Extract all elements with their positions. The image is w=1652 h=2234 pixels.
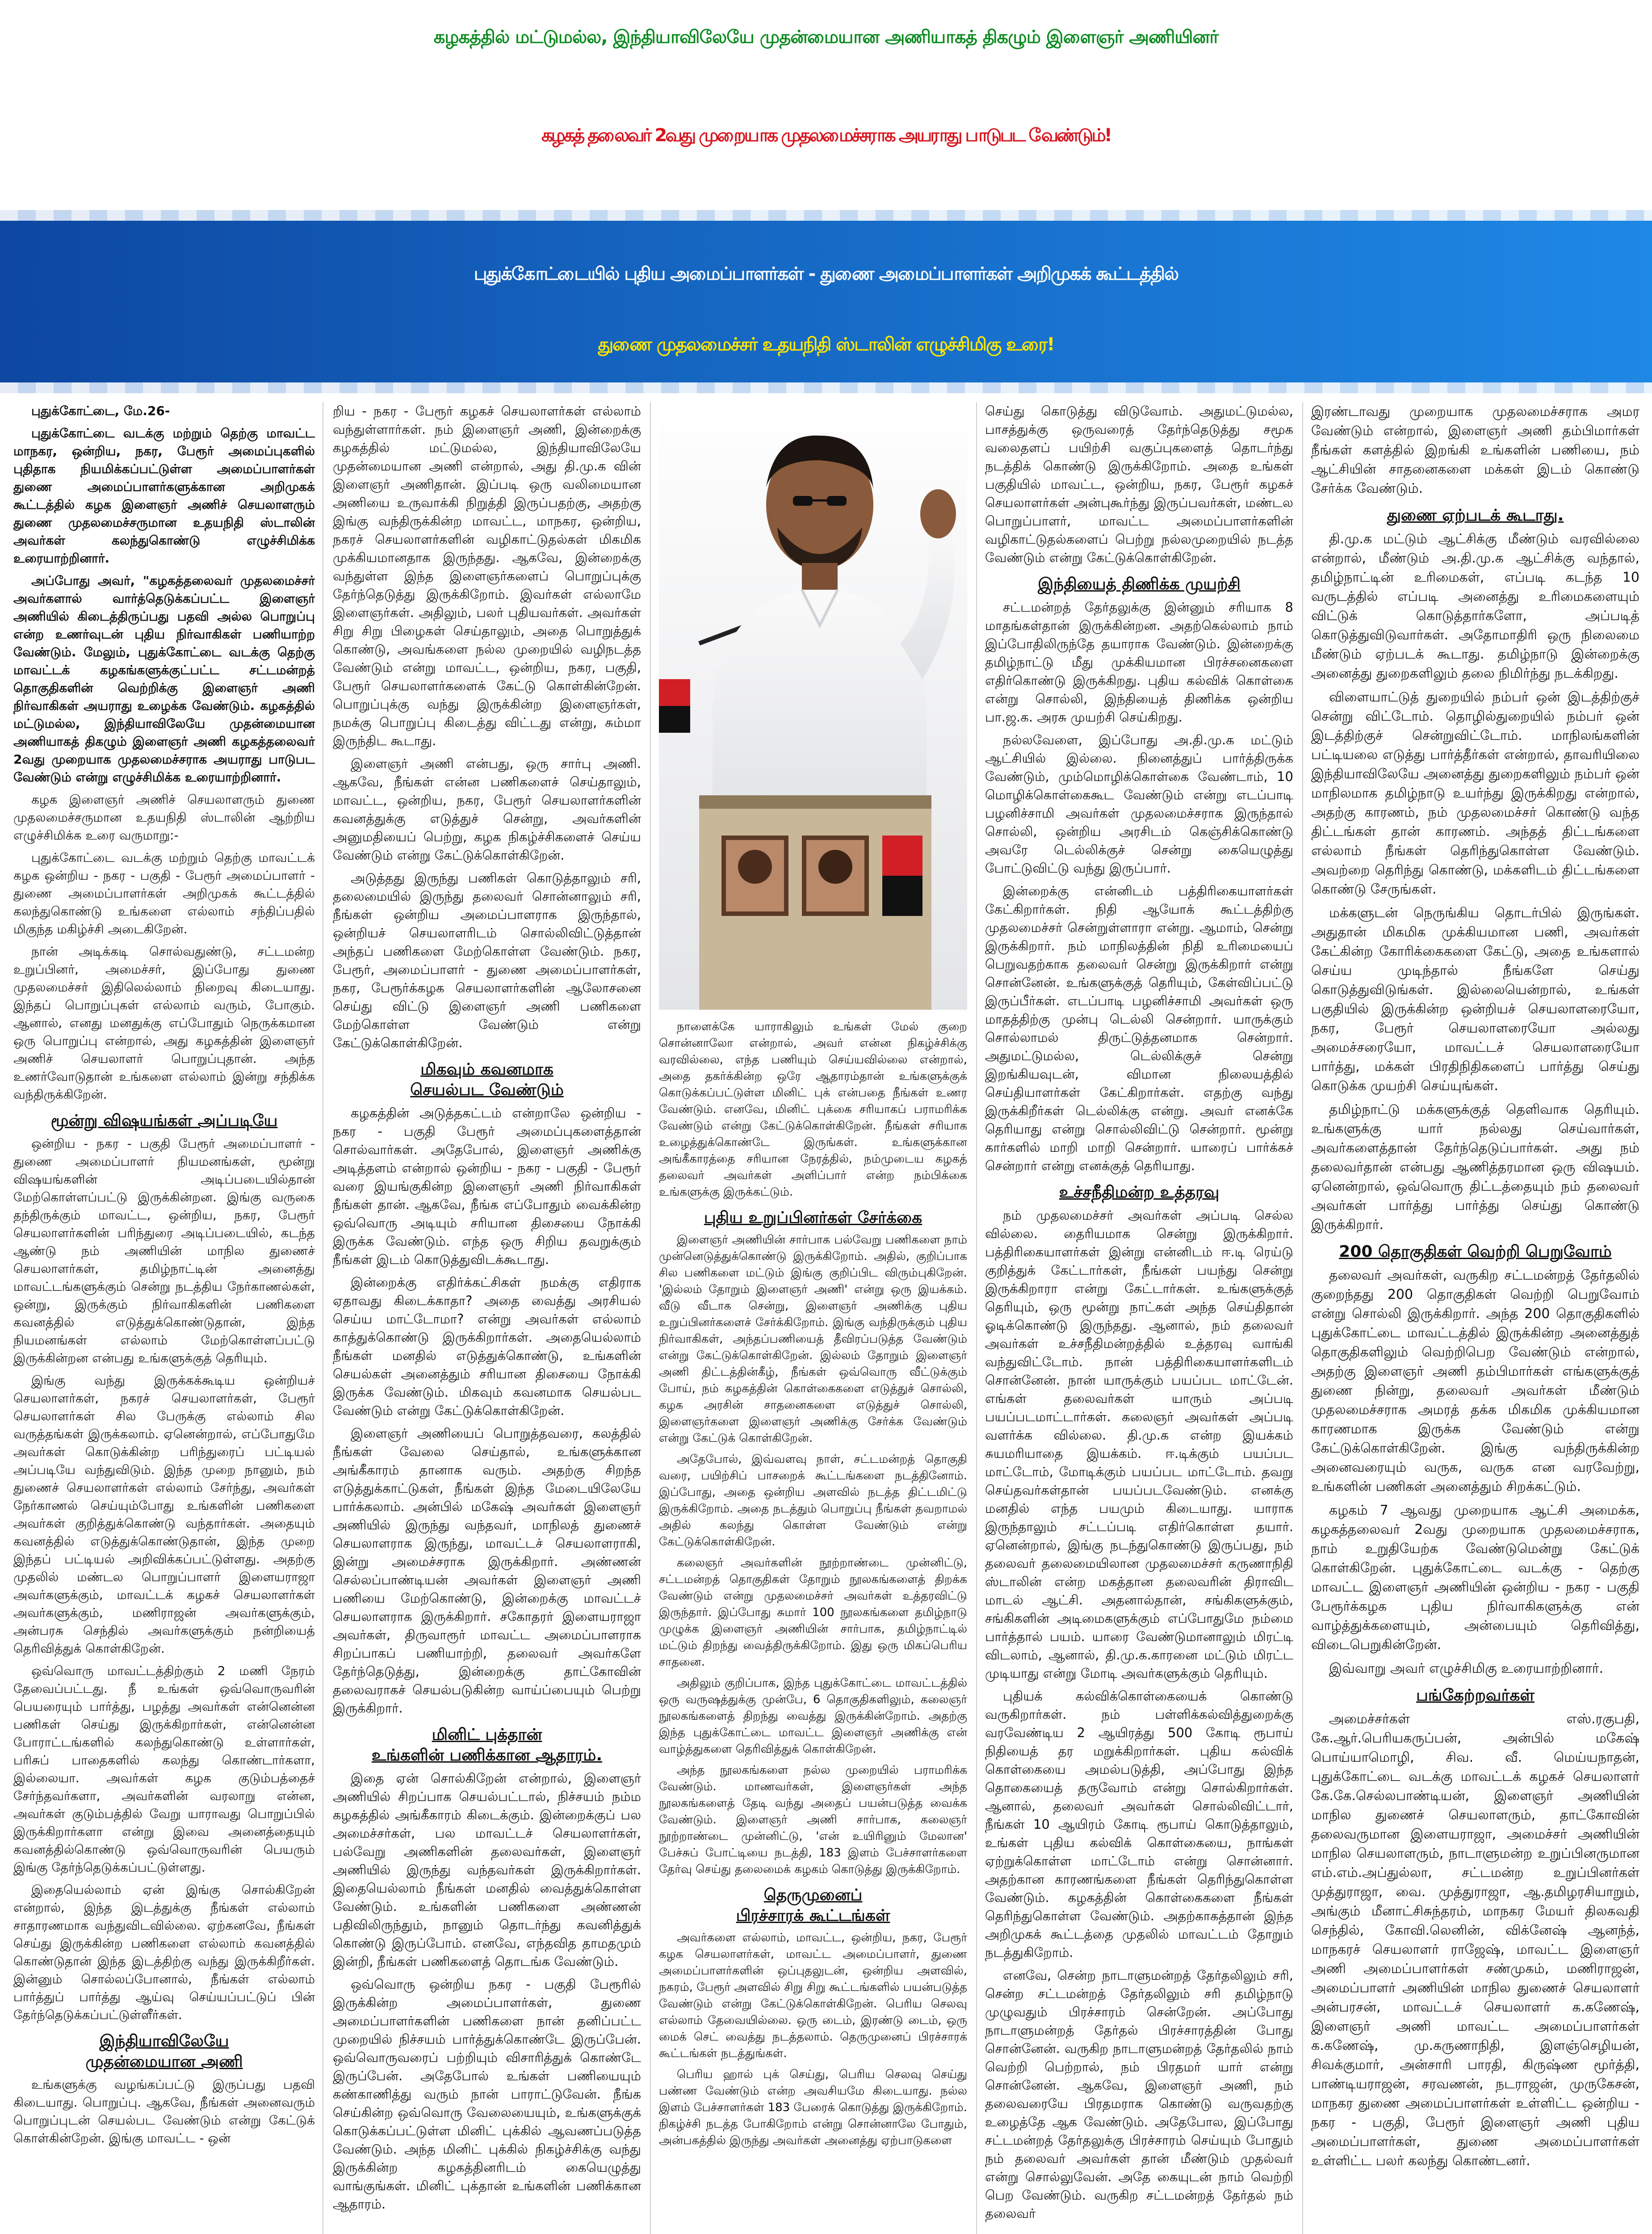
paragraph: கழகம் 7 ஆவது முறையாக ஆட்சி அமைக்க, கழகத்தலைவர் 2வது முறையாக முதலமைச்சராக, நாம் உறுதியேற்க வேண்டுமென்று கேட்டுக் கொள்கிறேன். புதுக்கோட்டை வடக்கு - தெற்கு மாவட்ட இளைஞர் அணியின் ஒன்றிய - நகர - பகுதி பேரூர்க்கழக புதிய நிர்வாகிகளுக்கு என் வாழ்த்துக்களையும், அன்பையும் தெரிவித்து, விடைபெறுகின்றேன். xyxy=(1311,1503,1639,1653)
paragraph: அதிலும் குறிப்பாக, இந்த புதுக்கோட்டை மாவட்டத்தில் ஒரு வருஷத்துக்கு முன்பே, 6 தொகுதிகளிலும், கலைஞர் நூலகங்களைத் திறந்து வைத்து இருக்கின்றோம். அதற்கு இந்த புதுக்கோட்டை மாவட்ட இளைஞர் அணிக்கு என் வாழ்த்துகளை தெரிவித்துக் கொள்கிறேன். xyxy=(659,1676,967,1756)
paragraph: எனவே, சென்ற நாடாளுமன்றத் தேர்தலிலும் சரி, சென்ற சட்டமன்றத் தேர்தலிலும் சரி தமிழ்நாடு முழுவதும் பிரச்சாரம் சென்றேன். அப்போது நாடாளுமன்றத் தேர்தல் பிரச்சாரத்தின் போது சொன்னேன். வருகிற நாடாளுமன்றத் தேர்தலில் நாம் வெற்றி பெற்றால், நம் பிரதமர் யார் என்று சொன்னேன். ஆகவே, இளைஞர் அணி, நம் தலைவரையே பிரதமராக கொண்டு வருவதற்கு உழைத்தே ஆக வேண்டும். அதேபோல, இப்போது சட்டமன்றத் தேர்தலுக்கு பிரச்சாரம் செய்யும் போதும் நம் தலைவர் அவர்கள் தான் மீண்டும் முதல்வர் என்று சொல்லுவேன். அதே கையுடன் நாம் வெற்றி பெற வேண்டும். வருகிற சட்டமன்றத் தேர்தல் நம் தலைவர் xyxy=(985,1968,1293,2221)
paragraph: இன்றைக்கு எதிர்க்கட்சிகள் நமக்கு எதிராக ஏதாவது கிடைக்காதா? அதை வைத்து அரசியல் செய்ய மாட்டோமா? என்று அவர்கள் எல்லாம் காத்துக்கொண்டு இருக்கிறார்கள். அதையெல்லாம் நீங்கள் மனதில் எடுத்துக்கொண்டு, உங்களின் செயல்கள் அனைத்தும் சரியான திசையை நோக்கி இருக்க வேண்டும். மிகவும் கவனமாக செயல்பட வேண்டும் என்று கேட்டுக்கொள்கிறேன். xyxy=(333,1275,641,1418)
paragraph: ஒன்றிய - நகர - பகுதி பேரூர் அமைப்பாளர் - துணை அமைப்பாளர் நியமனங்கள், மூன்று விஷயங்களின் அடிப்படையில்தான் மேற்கொள்ளப்பட்டு இருக்கின்றன. இங்கு வருகை தந்திருக்கும் மாவட்ட, ஒன்றிய, நகர, பேரூர் செயலாளர்களின் பரிந்துரை அடிப்படையில், கடந்த ஆண்டு நம் அணியின் மாநில துணைச் செயலாளர்கள், தமிழ்நாட்டின் அனைத்து மாவட்டங்களுக்கும் சென்று நடத்திய நேர்காணல்கள், ஒன்று, இருக்கும் நிர்வாகிகளின் பணிகளை கவனத்தில் எடுத்துக்கொண்டுதான், இந்த நியமனங்கள் எல்லாம் மேற்கொள்ளப்பட்டு இருக்கின்றன என்பது உங்களுக்குத் தெரியும். xyxy=(13,1136,315,1365)
paragraph: இளைஞர் அணியின் சார்பாக பல்வேறு பணிகளை நாம் முன்னெடுத்துக்கொண்டு இருக்கிறோம். அதில், குறிப்பாக சில பணிகளை மட்டும் இங்கு குறிப்பிட விரும்புகிறேன். 'இல்லம் தோறும் இளைஞர் அணி' என்று ஒரு இயக்கம். வீடு வீடாக சென்று, இளைஞர் அணிக்கு புதிய உறுப்பினர்களைச் சேர்க்கிறோம். இங்கு வந்திருக்கும் புதிய நிர்வாகிகள், அந்தப்பணியைத் தீவிரப்படுத்த வேண்டும் என்று கேட்டுக்கொள்கிறேன். இல்லம் தோறும் இளைஞர் அணி திட்டத்தின்கீழ், நீங்கள் ஒவ்வொரு வீட்டுக்கும் போய், நம் கழகத்தின் கொள்கைகளை எடுத்துச் சொல்லி, கழக அரசின் சாதனைகளை எடுத்துச் சொல்லி, இளைஞர்களை இளைஞர் அணிக்கு சேர்க்க வேண்டும் என்று கேட்டுக் கொள்கிறேன். xyxy=(659,1233,967,1445)
paragraph: ஒவ்வொரு மாவட்டத்திற்கும் 2 மணி நேரம் தேவைப்பட்டது. நீ உங்கள் ஒவ்வொருவரின் பெயரையும் பார்த்து, பழத்து அவர்கள் என்னென்ன பணிகள் செய்து இருக்கிறார்கள், என்னென்ன போராட்டங்களில் கலந்துகொண்டு உள்ளார்கள், பரிசுப் பாதைகளில் கலந்து கொண்டார்களா, இல்லையா. அவர்கள் கழக குடும்பத்தைச் சேர்ந்தவர்களா, அவர்களின் வரலாறு என்ன, அவர்கள் குடும்பத்தில் வேறு யாராவது பொறுப்பில் இருக்கிறார்களா என்று இவை அனைத்தையும் கவனத்தில்கொண்டு ஒவ்வொருவரின் பெயரும் இங்கு தேர்ந்தெடுக்கப்பட்டுள்ளது. xyxy=(13,1663,315,1875)
paragraph: இரண்டாவது முறையாக முதலமைச்சராக அமர வேண்டும் என்றால், இளைஞர் அணி தம்பிமார்கள் நீங்கள் களத்தில் இறங்கி உங்களின் பணியை, நம் ஆட்சியின் சாதனைகளை மக்கள் இடம் கொண்டு சேர்க்க வேண்டும். xyxy=(1311,404,1639,496)
article-column-4 xyxy=(985,402,1293,2234)
lead-paragraph: புதுக்கோட்டை வடக்கு மற்றும் தெற்கு மாவட்ட மாநகர, ஒன்றிய, நகர, பேரூர் அமைப்புகளில் புதிதாக நியமிக்கப்பட்டுள்ள அமைப்பாளர்கள் துணை அமைப்பாளர்களுக்கான அறிமுகக் கூட்டத்தில் கழக இளைஞர் அணிச் செயலாளரும் துணை முதலமைச்சருமான உதயநிதி ஸ்டாலின் அவர்கள் கலந்துகொண்டு எழுச்சிமிக்க உரையாற்றினார். xyxy=(13,426,315,566)
subheading-line: தெருமுனைப் xyxy=(763,1886,863,1904)
paragraph: கழகத்தின் அடுத்தகட்டம் என்றாலே ஒன்றிய - நகர - பகுதி பேரூர் அமைப்புகளைத்தான் சொல்வார்கள். அதேபோல், இளைஞர் அணிக்கு அடித்தளம் என்றால் ஒன்றிய - நகர - பகுதி - பேரூர் வரை இயங்குகின்ற இளைஞர் அணி நிர்வாகிகள் நீங்கள் தான். ஆகவே, நீங்க எப்போதும் வைக்கின்ற ஒவ்வொரு அடியும் சரியான திசையை நோக்கி இருக்க வேண்டும். எந்த ஒரு சிறிய தவறுக்கும் நீங்கள் இடம் கொடுத்துவிடக்கூடாது. xyxy=(333,1105,641,1267)
paragraph: தி.மு.க மட்டும் ஆட்சிக்கு மீண்டும் வரவில்லை என்றால், மீண்டும் அ.தி.மு.க ஆட்சிக்கு வந்தால், தமிழ்நாட்டின் உரிமைகள், எப்படி கடந்த 10 வருடத்தில் எப்படி அனைத்து உரிமைகளையும் விட்டுக் கொடுத்தார்களோ, அப்படித் கொடுத்துவிடுவார்கள். அதோமாதிரி ஒரு நிலைமை மீண்டும் ஏற்படக் கூடாது. தமிழ்நாடு இன்றைக்கு அனைத்து துறைகளிலும் தலை நிமிர்ந்து நடக்கிறது. xyxy=(1311,531,1639,681)
main-headline: கழகத் தலைவர் 2வது முறையாக முதலமைச்சராக அயராது பாடுபட வேண்டும்! xyxy=(541,125,1111,146)
article-column-2 xyxy=(333,402,641,2234)
subheading xyxy=(333,1725,641,1766)
paragraph: நான் அடிக்கடி சொல்வதுண்டு, சட்டமன்ற உறுப்பினர், அமைச்சர், இப்போது துணை முதலமைச்சர் இதிலெல்லாம் நிறைவு கிடையாது. இந்தப் பொறுப்புகள் எல்லாம் வரும், போகும். ஆனால், எனது மனதுக்கு எப்போதும் நெருக்கமான ஒரு பொறுப்பு என்றால், அது கழகத்தின் இளைஞர் அணிச் செயலாளர் பொறுப்புதான். அந்த உணர்வோடுதான் உங்களை எல்லாம் இன்று சந்திக்க வந்திருக்கிறேன். xyxy=(13,944,315,1102)
paragraph: இவ்வாறு அவர் எழுச்சிமிகு உரையாற்றினார். xyxy=(1329,1661,1603,1676)
paragraph: புதியக் கல்விக்கொள்கையைக் கொண்டு வருகிறார்கள். நம் பள்ளிக்கல்வித்துறைக்கு வரவேண்டிய 2 ஆயிரத்து 500 கோடி ரூபாய் நிதியைத் தர மறுக்கிறார்கள். புதிய கல்விக் கொள்கையை அமல்படுத்தி, அப்போது இந்த தொகையைத் தருவோம் என்று சொல்கிறார்கள். ஆனால், தலைவர் அவர்கள் சொல்லிவிட்டார், நீங்கள் 10 ஆயிரம் கோடி ரூபாய் கொடுத்தாலும், உங்கள் புதிய கல்விக் கொள்கையை, நாங்கள் ஏற்றுக்கொள்ள மாட்டோம் என்று சொன்னார். அதற்கான காரணங்களை நீங்கள் தெரிந்துகொள்ள வேண்டும். கழகத்தின் கொள்கைகளை நீங்கள் தெரிந்துகொள்ள வேண்டும். அதற்காகத்தான் இந்த அறிமுகக் கூட்டத்தை முதலில் மாவட்டம் தோறும் நடத்துகிறோம். xyxy=(985,1688,1293,1960)
subheading: துணை ஏற்படக் கூடாது. xyxy=(1387,506,1564,525)
column-rule xyxy=(1302,402,1303,2234)
subheading-line: உங்களின் பணிக்கான ஆதாரம். xyxy=(371,1746,603,1764)
paragraph: இங்கு வந்து இருக்கக்கூடிய ஒன்றியச் செயலாளர்கள், நகரச் செயலாளர்கள், பேரூர் செயலாளர்கள் சில பேருக்கு எல்லாம் சில வருத்தங்கள் இருக்கலாம். ஏனென்றால், எப்போதுமே அவர்கள் கொடுக்கின்ற பரிந்துரைப் பட்டியல் அப்படியே வந்துவிடும். இந்த முறை நானும், நம் துணைச் செயலாளர்கள் எல்லாம் சேர்ந்து, அவர்கள் நேர்காணல் செய்யும்போது உங்களின் பணிகளை அவர்கள் குறித்துக்கொண்டு வந்தார்கள். அதையும் கவனத்தில் எடுத்துக்கொண்டுதான், இந்த முறை இந்தப் பட்டியல் அறிவிக்கப்பட்டுள்ளது. அதற்கு முதலில் மண்டல பொறுப்பாளர் இளையராஜா அவர்களுக்கும், மாவட்டக் கழகச் செயலாளர்கள் அவர்களுக்கும், மணிராஜன் அவர்களுக்கும், அன்பரசு செந்தில் அவர்களுக்கும் நன்றியைத் தெரிவித்துக் கொள்கிறேன். xyxy=(13,1373,315,1656)
paragraph: அந்த நூலகங்களை நல்ல முறையில் பராமரிக்க வேண்டும். மாணவர்கள், இளைஞர்கள் அந்த நூலகங்களைத் தேடி வந்து அதைப் பயன்படுத்த வைக்க வேண்டும். இளைஞர் அணி சார்பாக, கலைஞர் நூற்றாண்டை முன்னிட்டு, 'என் உயிரினும் மேலான' பேச்சுப் போட்டியை நடத்தி, 183 இளம் பேச்சாளர்களை தேர்வு செய்து தலைமைக் கழகம் கொடுத்து இருக்கிறோம். xyxy=(659,1764,967,1876)
paragraph: அமைச்சர்கள் எஸ்.ரகுபதி, கே.ஆர்.பெரியகருப்பன், அன்பில் மகேஷ் பொய்யாமொழி, சிவ. வீ. மெய்யநாதன், புதுக்கோட்டை வடக்கு மாவட்டக் கழகச் செயலாளர் கே.கே.செல்லபாண்டியன், இளைஞர் அணியின் மாநில துணைச் செயலாளரும், தாட்கோவின் தலைவருமான இளையராஜா, அமைச்சர் அணியின் மாநில செயலாளரும், நாடாளுமன்ற உறுப்பினருமான எம்.எம்.அப்துல்லா, சட்டமன்ற உறுப்பினர்கள் முத்துராஜா, வை. முத்துராஜா, ஆ.தமிழரசியாறும், அங்கும் மீனாட்சிசுந்தரம், மாநகர மேயர் திலகவதி செந்தில், கோவி.லெனின், விக்னேஷ் ஆனந்த், மாநகரச் செயலாளர் ராஜேஷ், மாவட்ட இளைஞர் அணி அமைப்பாளர்கள் சண்முகம், மணிராஜன், அமைப்பாளர் அணியின் மாநில துணைச் செயலாளர் அன்பரசன், மாவட்டச் செயலாளர் க.கணேஷ், இளைஞர் அணி மாவட்ட அமைப்பாளர்கள் க.கணேஷ், மு.கருணாநிதி, இளஞ்செழியன், சிவக்குமார், அன்சாரி பாரதி, கிருஷ்ண மூர்த்தி, பாண்டியராஜன், சரவணன், நடராஜன், முருகேசன், மாநகர துணை அமைப்பாளர்கள் உள்ளிட்ட ஒன்றிய - நகர - பகுதி, பேரூர் இளைஞர் அணி புதிய அமைப்பாளர்கள், துணை அமைப்பாளர்கள் உள்ளிட்ட பலர் கலந்து கொண்டனர். xyxy=(1311,1711,1639,2169)
paragraph: இளைஞர் அணி என்பது, ஒரு சார்பு அணி. ஆகவே, நீங்கள் என்ன பணிகளைச் செய்தாலும், மாவட்ட, ஒன்றிய, நகர, பேரூர் செயலாளர்களின் கவனத்துக்கு எடுத்துச் சென்று, அவர்களின் அனுமதியைப் பெற்று, கழக நிகழ்ச்சிகளைச் செய்ய வேண்டும் என்று கேட்டுக்கொள்கிறேன். xyxy=(333,756,641,863)
subheading xyxy=(659,1885,967,1926)
subheading-line: இந்தியாவிலேயே xyxy=(99,2032,229,2050)
subheading: உச்சநீதிமன்ற உத்தரவு xyxy=(1059,1183,1220,1201)
dateline: புதுக்கோட்டை, மே.26- xyxy=(31,403,170,418)
banner-line-2: துணை முதலமைச்சர் உதயநிதி ஸ்டாலின் எழுச்சிமிகு உரை! xyxy=(598,334,1054,355)
subheading-line: மிகவும் கவனமாக xyxy=(420,1060,553,1079)
subheading: மூன்று விஷயங்கள் அப்படியே xyxy=(50,1112,278,1130)
paragraph: அதேபோல், இவ்வளவு நாள், சட்டமன்றத் தொகுதி வரை, பயிற்சிப் பாசறைக் கூட்டங்களை நடத்தினோம். இப்போது, அதை ஒன்றிய அளவில் நடத்த திட்டமிட்டு இருக்கிறோம். அதை நடத்தும் பொறுப்பு நீங்கள் தவறாமல் அதில் கலந்து கொள்ள வேண்டும் என்று கேட்டுக்கொள்கிறேன். xyxy=(659,1453,967,1549)
article-column-5 xyxy=(1311,402,1639,2234)
subheading: இந்தியைத் திணிக்க முயற்சி xyxy=(1038,575,1241,593)
column-rule xyxy=(650,402,651,2234)
subheading-line: செயல்பட வேண்டும் xyxy=(410,1081,564,1099)
paragraph: பெரிய ஹால் புக் செய்து, பெரிய செலவு செய்து பண்ண வேண்டும் என்ற அவசியமே கிடையாது. நல்ல இளம் பேச்சாளர்கள் 183 பேரைக் கொடுத்து இருக்கிறோம். நிகழ்ச்சி நடத்த போகிறோம் என்று சொன்னாலே போதும், அன்பகத்தில் இருந்து அவர்கள் அனைத்து ஏற்பாடுகளை xyxy=(659,2068,967,2147)
paragraph: விளையாட்டுத் துறையில் நம்பர் ஒன் இடத்திற்குச் சென்று விட்டோம். தொழில்துறையில் நம்பர் ஒன் இடத்திற்குச் சென்றுவிட்டோம். மாநிலங்களின் பட்டியலை எடுத்து பார்த்தீர்கள் என்றால், தாவரியிலை இந்தியாவிலேயே அனைத்து துறைகளிலும் நம்பர் ஒன் மாநிலமாக தமிழ்நாடு உயர்ந்து இருக்கிறது என்றால், அதற்கு காரணம், நம் முதலமைச்சர் கொண்டு வந்த திட்டங்கள் தான் காரணம். அந்தத் திட்டங்களை எல்லாம் நீங்கள் தெரிந்துகொள்ள வேண்டும். அவற்றை தெரிந்து கொண்டு, மக்களிடம் திட்டங்களை கொண்டு சேருங்கள். xyxy=(1311,689,1639,897)
subheading: பங்கேற்றவர்கள் xyxy=(1416,1686,1535,1705)
subheading: புதிய உறுப்பினர்கள் சேர்க்கை xyxy=(704,1209,922,1227)
paragraph: நாளைக்கே யாராகிலும் உங்கள் மேல் குறை சொன்னாலோ என்றால், அவர் என்ன நிகழ்ச்சிக்கு வரவில்லை, எந்த பணியும் செய்யவில்லை என்றால், அதை தகர்க்கின்ற ஒரே ஆதாரம்தான் உங்களுக்குக் கொடுக்கப்பட்டுள்ள மினிட் புக் என்பதை நீங்கள் உணர வேண்டும். எனவே, மினிட் புக்கை சரியாகப் பராமரிக்க வேண்டும் என்று கேட்டுக்கொள்கிறேன். நீங்கள் சரியாக உழைத்துக்கொண்டே இருங்கள். உங்களுக்கான அங்கீகாரத்தை சரியான நேரத்தில், நம்முடைய கழகத் தலைவர் அவர்கள் அளிப்பார் என்ற நம்பிக்கை உங்களுக்கு இருக்கட்டும். xyxy=(659,1020,967,1199)
paragraph: சட்டமன்றத் தேர்தலுக்கு இன்னும் சரியாக 8 மாதங்கள்தான் இருக்கின்றன. அதற்கெல்லாம் நாம் இப்போதிலிருந்தே தயாராக வேண்டும். இன்றைக்கு தமிழ்நாட்டு மீது முக்கியமான பிரச்சனைகளை எதிர்கொண்டு இருக்கிறது. புதிய கல்விக் கொள்கை என்று சொல்லி, இந்தியைத் திணிக்க ஒன்றிய பா.ஜ.க. அரசு முயற்சி செய்கிறது. xyxy=(985,600,1293,725)
deck-banner xyxy=(0,210,1652,393)
banner-border-bottom xyxy=(0,382,1652,393)
paragraph: கலைஞர் அவர்களின் நூற்றாண்டை முன்னிட்டு, சட்டமன்றத் தொகுதிகள் தோறும் நூலகங்களைத் திறக்க வேண்டும் என்று முதலமைச்சர் அவர்கள் உத்தரவிட்டு இருந்தார். இப்போது சுமார் 100 நூலகங்களை தமிழ்நாடு முழுக்க இளைஞர் அணியின் சார்பாக, தமிழ்நாட்டில் மட்டும் திறந்து வைத்திருக்கிறோம். இது ஒரு மிகப்பெரிய சாதனை. xyxy=(659,1556,967,1669)
paragraph: உங்களுக்கு வழங்கப்பட்டு இருப்பது பதவி கிடையாது. பொறுப்பு. ஆகவே, நீங்கள் அனைவரும் பொறுப்புடன் செயல்பட வேண்டும் என்று கேட்டுக் கொள்கின்றேன். இங்கு மாவட்ட - ஒன் xyxy=(13,2077,315,2146)
paragraph: புதுக்கோட்டை வடக்கு மற்றும் தெற்கு மாவட்டக் கழக ஒன்றிய - நகர - பகுதி - பேரூர் அமைப்பாளர் - துணை அமைப்பாளர்கள் அறிமுகக் கூட்டத்தில் கலந்துகொண்டு உங்களை எல்லாம் சந்திப்பதில் மிகுந்த மகிழ்ச்சி அடைகிறேன். xyxy=(13,850,315,936)
subheading xyxy=(333,1059,641,1100)
paragraph: நல்லவேளை, இப்போது அ.தி.மு.க மட்டும் ஆட்சியில் இல்லை. நினைத்துப் பார்த்திருக்க வேண்டும், மும்மொழிக்கொள்கை வேண்டாம், 10 மொழிக்கொள்கைகூட வேண்டும் என்று எடப்பாடி பழனிச்சாமி அவர்கள் முதலமைச்சராக இருந்தால் சொல்லி, ஒன்றிய அரசிடம் கெஞ்சிக்கொண்டு அவரே டெல்லிக்குச் சென்று கையெழுத்து போட்டுவிட்டு வந்து இருப்பார். xyxy=(985,732,1293,876)
paragraph: அப்போது அவர், "கழகத்தலைவர் முதலமைச்சர் அவர்களால் வார்த்தெடுக்கப்பட்ட இளைஞர் அணியில் கிடைத்திருப்பது பதவி அல்ல பொறுப்பு என்ற உணர்வுடன் புதிய நிர்வாகிகள் பணியாற்ற வேண்டும். மேலும், புதுக்கோட்டை வடக்கு தெற்கு மாவட்டக் கழகங்களுக்குட்பட்ட சட்டமன்றத் தொகுதிகளின் வெற்றிக்கு இளைஞர் அணி நிர்வாகிகள் அயராது உழைக்க வேண்டும். கழகத்தில் மட்டுமல்ல, இந்தியாவிலேயே முதன்மையான அணியாகத் திகழும் இளைஞர் அணி கழகத்தலைவர் 2வது முறையாக முதலமைச்சராக அயராது பாடுபட வேண்டும் என்று எழுச்சிமிக்க உரையாற்றினார். xyxy=(13,573,315,785)
paragraph: றிய - நகர - பேரூர் கழகச் செயலாளர்கள் எல்லாம் வந்துள்ளார்கள். நம் இளைஞர் அணி, இன்றைக்கு கழகத்தில் மட்டுமல்ல, இந்தியாவிலேயே முதன்மையான அணி என்றால், அது தி.மு.க வின் இளைஞர் அணிதான். இப்படி ஒரு வலிமையான அணியை உருவாக்கி நிறுத்தி இருப்பதற்கு, அதற்கு இங்கு வந்திருக்கின்ற மாவட்ட, மாநகர, ஒன்றிய, நகரச் செயலாளர்களின் வழிகாட்டுதல்கள் மிகமிக முக்கியமானதாக இருந்தது. ஆகவே, இன்றைக்கு வந்துள்ள இந்த இளைஞர்களைப் பொறுப்புக்கு தேர்ந்தெடுத்து இருக்கிறோம். இவர்கள் எல்லாமே இளைஞர்கள். அதிலும், பலர் புதியவர்கள். அவர்கள் சிறு சிறு பிழைகள் செய்தாலும், அதை பொறுத்துக் கொண்டு, அவங்களை நல்ல முறையில் வழிநடத்த வேண்டும் என்று மாவட்ட, ஒன்றிய, நகர, பகுதி, பேரூர் செயலாளர்களைக் கேட்டு கொள்கின்றேன். பொறுப்புக்கு வந்து இருக்கின்ற இளைஞர்கள், நமக்கு பொறுப்பு கிடைத்து விட்டது என்று, சும்மா இருந்திட கூடாது. xyxy=(333,403,641,748)
paragraph: இதை ஏன் சொல்கிறேன் என்றால், இளைஞர் அணியில் சிறப்பாக செயல்பட்டால், நிச்சயம் நம்ம கழகத்தில் அங்கீகாரம் கிடைக்கும். இன்றைக்குப் பல அமைச்சர்கள், பல மாவட்டச் செயலாளர்கள், பல்வேறு அணிகளின் தலைவர்கள், இளைஞர் அணியில் இருந்து வந்தவர்கள் இருக்கிறார்கள். இதையெல்லாம் நீங்கள் மனதில் வைத்துக்கொள்ள வேண்டும். உங்களின் பணிகளை அண்ணன் பதிவிலிருந்தும், நானும் தொடர்ந்து கவனித்துக் கொண்டு இருப்போம். எனவே, எந்தவித தாமதமும் இன்றி, நீங்கள் பணிகளைத் தொடங்க வேண்டும். xyxy=(333,1771,641,1969)
paragraph: தலைவர் அவர்கள், வருகிற சட்டமன்றத் தேர்தலில் குறைந்தது 200 தொகுதிகள் வெற்றி பெறுவோம் என்று சொல்லி இருக்கிறார். அந்த 200 தொகுதிகளில் புதுக்கோட்டை மாவட்டத்தில் இருக்கின்ற அனைத்துத் தொகுதிகளிலும் வெற்றிபெற வேண்டும் என்றால், அதற்கு இளைஞர் அணி தம்பிமார்கள் எங்களுக்குத் துணை நின்று, தலைவர் அவர்கள் மீண்டும் முதலமைச்சராக அமரத் தக்க மிகமிக முக்கியமான காரணமாக இருக்க வேண்டும் என்று கேட்டுக்கொள்கிறேன். இங்கு வந்திருக்கின்ற அனைவரையும் வருக, வருக என வரவேற்று, உங்களின் பணிகள் அனைத்தும் சிறக்கட்டும். xyxy=(1311,1268,1639,1495)
paragraph: தமிழ்நாட்டு மக்களுக்குத் தெளிவாக தெரியும். உங்களுக்கு யார் நல்லது செய்வார்கள், அவர்களைத்தான் தேர்ந்தெடுப்பார்கள். அது நம் தலைவர்தான் என்பது ஆணித்தரமான ஒரு விஷயம். ஏனென்றால், ஒவ்வொரு திட்டத்தையும் நம் தலைவர் அவர்கள் பார்த்து பார்த்து செய்து கொண்டு இருக்கிறார். xyxy=(1311,1102,1639,1233)
subheading-line: மினிட் புக்தான் xyxy=(432,1726,542,1744)
paragraph: இதையெல்லாம் ஏன் இங்கு சொல்கிறேன் என்றால், இந்த இடத்துக்கு நீங்கள் எல்லாம் சாதாரணமாக வந்துவிடவில்லை. ஏற்கனவே, நீங்கள் செய்து இருக்கின்ற பணிகளை எல்லாம் கவனத்தில் கொண்டுதான் இந்த இடத்திற்கு வந்து இருக்கிறீர்கள். இன்னும் சொல்லப்போனால், நீங்கள் எல்லாம் பார்த்துப் பார்த்து ஆய்வு செய்யப்பட்டுப் பின் தேர்ந்தெடுக்கப்பட்டுள்ளீர்கள். xyxy=(13,1882,315,2022)
subheading: 200 தொகுதிகள் வெற்றி பெறுவோம் xyxy=(1339,1243,1612,1261)
paragraph: இளைஞர் அணியைப் பொறுத்தவரை, கலத்தில் நீங்கள் வேலை செய்தால், உங்களுக்கான அங்கீகாரம் தானாக வரும். அதற்கு சிறந்த எடுத்துக்காட்டுகள், நீங்கள் இந்த மேடையிலேயே பார்க்கலாம். அன்பில் மகேஷ் அவர்கள் இளைஞர் அணியில் இருந்து வந்தவர், மாநிலத் துணைச் செயலாளராக இருந்து, மாவட்டச் செயலாளராகி, இன்று அமைச்சராக இருக்கிறார். அண்ணன் செல்லப்பாண்டியன் அவர்கள் இளைஞர் அணி பணியை மேற்கொண்டு, இன்றைக்கு மாவட்டச் செயலாளராக இருக்கிறார். சகோதரர் இளையராஜா அவர்கள், திருவாரூர் மாவட்ட அமைப்பாளராக சிறப்பாகப் பணியாற்றி, தலைவர் அவர்களே தேர்ந்தெடுத்து, இன்றைக்கு தாட்கோவின் தலைவராகச் செயல்படுகின்ற வாய்ப்பையும் பெற்று இருக்கிறார். xyxy=(333,1426,641,1716)
paragraph: மக்களுடன் நெருங்கிய தொடர்பில் இருங்கள். அதுதான் மிகமிக முக்கியமான பணி, அவர்கள் கேட்கின்ற கோரிக்கைகளை கேட்டு, அதை உங்களால் செய்ய முடிந்தால் நீங்களே செய்து கொடுத்துவிடுங்கள். இல்லையென்றால், உங்கள் பகுதியில் இருக்கின்ற ஒன்றியச் செயலாளரையோ, நகர, பேரூர் செயலாளரையோ அல்லது அமைச்சரையோ, மாவட்டச் செயலாளரையோ பார்த்து, மக்கள் பிரதிநிதிகளைப் பார்த்து செய்து கொடுக்க முயற்சி செய்யுங்கள். xyxy=(1311,905,1639,1094)
paragraph: ஒவ்வொரு ஒன்றிய நகர - பகுதி பேரூரில் இருக்கின்ற அமைப்பாளர்கள், துணை அமைப்பாளர்களின் பணிகளை நான் தனிப்பட்ட முறையில் நிச்சயம் பார்த்துக்கொண்டே இருப்பேன். ஒவ்வொருவரைப் பற்றியும் விசாரித்துக் கொண்டே இருப்பேன். அதேபோல் உங்கள் பணியையும் கண்காணித்து வரும் நான் பாராட்டுவேன். நீங்க செய்கின்ற ஒவ்வொரு வேலையையும், உங்களுக்குக் கொடுக்கப்பட்டுள்ள மினிட் புக்கில் ஆவணப்படுத்த வேண்டும். அந்த மினிட் புக்கில் நிகழ்ச்சிக்கு வந்து இருக்கின்ற கழகத்தினரிடம் கையெழுத்து வாங்குங்கள். மினிட் புக்தான் உங்களின் பணிக்கான ஆதாரம். xyxy=(333,1977,641,2212)
banner-border-top xyxy=(0,210,1652,221)
paragraph: நம் முதலமைச்சர் அவர்கள் அப்படி செல்ல வில்லை. தைரியமாக சென்று இருக்கிறார். பத்திரிகையாளர்கள் இன்று என்னிடம் ஈ.டி ரெய்டு குறித்துக் கேட்டார்கள், நீங்கள் பயந்து சென்று இருக்கிறாரா என்று கேட்டார்கள். உங்களுக்குத் தெரியும், ஒரு மூன்று நாட்கள் அந்த செய்திதான் ஓடிக்கொண்டு இருந்தது. ஆனால், நம் தலைவர் அவர்கள் உச்சநீதிமன்றத்தில் உத்தரவு வாங்கி வந்துவிட்டோம். நான் பத்திரிகையாளர்களிடம் சொன்னேன். நான் யாருக்கும் பயப்பட மாட்டேன். எங்கள் தலைவர்கள் யாரும் அப்படி பயப்படமாட்டார்கள். கலைஞர் அவர்கள் அப்படி வளர்க்க வில்லை. தி.மு.க என்ற இயக்கம் சுயமரியாதை இயக்கம். ஈ.டிக்கும் பயப்பட மாட்டோம், மோடிக்கும் பயப்பட மாட்டோம். தவறு செய்தவர்கள்தான் பயப்படவேண்டும். எனக்கு மனதில் எந்த பயமும் கிடையாது. யாராக இருந்தாலும் சட்டப்படி எதிர்கொள்ள தயார். ஏனென்றால், இங்கு நடந்துகொண்டு இருப்பது, நம் தலைவர் தலைமையிலான முதலமைச்சர் கருணாநிதி ஸ்டாலின் என்ற மகத்தான தலைவரின் திராவிட மாடல் ஆட்சி. அதனால்தான், சங்கிகளுக்கும், சங்கிகளின் அடிமைகளுக்கும் எப்போதுமே நம்மை பார்த்தால் பயம். யாரை வேண்டுமானாலும் மிரட்டி விடலாம், ஆனால், தி.மு.க.காரனை மட்டும் மிரட்ட முடியாது என்று மோடி அவர்களுக்கும் தெரியும். xyxy=(985,1208,1293,1681)
paragraph: செய்து கொடுத்து விடுவோம். அதுமட்டுமல்ல, பாசத்துக்கு ஒருவரைத் தேர்ந்தெடுத்து சமூக வலைதளப் பயிற்சி வகுப்புகளைத் தொடர்ந்து நடத்திக் கொண்டு இருக்கிறோம். அதை உங்கள் பகுதியில் மாவட்ட, ஒன்றிய, நகர, பேரூர் கழகச் செயலாளர்கள் அன்புகூர்ந்து இருப்பவர்கள், மண்டல பொறுப்பாளர், மாவட்ட அமைப்பாளர்களின் வழிகாட்டுதல்களைப் பெற்று நல்லமுறையில் நடத்த வேண்டும் என்று கேட்டுக்கொள்கிறேன். xyxy=(985,403,1293,565)
column-rule xyxy=(976,402,977,2234)
article-column-3 xyxy=(659,1019,967,2234)
subheading-line: பிரச்சாரக் கூட்டங்கள் xyxy=(736,1906,890,1925)
subheading-line: முதன்மையான அணி xyxy=(85,2053,243,2071)
paragraph: கழக இளைஞர் அணிச் செயலாளரும் துணை முதலமைச்சருமான உதயநிதி ஸ்டாலின் ஆற்றிய எழுச்சிமிக்க உரை வருமாறு:- xyxy=(13,792,315,843)
speaker-photo xyxy=(659,393,967,1010)
article-column-1 xyxy=(13,402,315,2234)
paragraph: அவர்களை எல்லாம், மாவட்ட, ஒன்றிய, நகர, பேரூர் கழக செயலாளர்கள், மாவட்ட அமைப்பாளர், துணை அமைப்பாளர்களின் ஒப்புதலுடன், ஒன்றிய அளவில், நகரம், பேரூர் அளவில் சிறு சிறு கூட்டங்களில் பயன்படுத்த வேண்டும் என்று கேட்டுக்கொள்கிறேன். பெரிய செலவு எல்லாம் தேவையில்லை. ஒரு டைம், இரண்டு டைம், ஒரு மைக் செட் வைத்து நடத்தலாம். தெருமுனைப் பிரச்சாரக் கூட்டங்கள் நடத்துங்கள். xyxy=(659,1931,967,2060)
kicker-headline: கழகத்தில் மட்டுமல்ல, இந்தியாவிலேயே முதன்மையான அணியாகத் திகழும் இளைஞர் அணியினர் xyxy=(433,26,1219,47)
banner-line-1: புதுக்கோட்டையில் புதிய அமைப்பாளர்கள் - துணை அமைப்பாளர்கள் அறிமுகக் கூட்டத்தில் xyxy=(474,263,1178,284)
paragraph: அடுத்தது இருந்து பணிகள் கொடுத்தாலும் சரி, தலைமையில் இருந்து தலைவர் சொன்னாலும் சரி, நீங்கள் ஒன்றிய அமைப்பாளராக இருந்தால், ஒன்றியச் செயலாளரிடம் சொல்லிவிட்டுத்தான் அந்தப் பணிகளை மேற்கொள்ள வேண்டும். நகர, பேரூர், அமைப்பாளர் - துணை அமைப்பாளர்கள், நகர, பேரூர்க்கழக செயலாளர்களின் ஆலோசனை செய்து விட்டு இளைஞர் அணி பணிகளை மேற்கொள்ள வேண்டும் என்று கேட்டுக்கொள்கிறேன். xyxy=(333,870,641,1050)
speaker-photo-illustration xyxy=(659,393,967,1010)
subheading xyxy=(13,2031,315,2072)
paragraph: இன்றைக்கு என்னிடம் பத்திரிகையாளர்கள் கேட்கிறார்கள். நிதி ஆயோக் கூட்டத்திற்கு முதலமைச்சர் சென்றுள்ளாரா என்று. ஆமாம், சென்று இருக்கிறார். நம் மாநிலத்தின் நிதி உரிமையைப் பெறுவதற்காக தலைவர் சென்று இருக்கிறார் என்று சொன்னேன். உங்களுக்குத் தெரியும், கேள்விப்பட்டு இருப்பீர்கள். எடப்பாடி பழனிச்சாமி அவர்கள் ஒரு மாதத்திற்கு முன்பு டெல்லி சென்றார். யாருக்கும் சொல்லாமல் திருட்டுத்தனமாக சென்றார். அதுமட்டுமல்ல, டெல்லிக்குச் சென்று இறங்கியவுடன், விமான நிலையத்தில் செய்தியாளர்கள் கேட்கிறார்கள். எதற்கு வந்து இருக்கிறீர்கள் டெல்லிக்கு என்று. அவர் எனக்கே தெரியாது என்று சொல்லிவிட்டு சென்றார். மூன்று கார்களில் மாறி மாறி சென்றார். யாரைப் பார்க்கச் சென்றார் என்று எனக்குத் தெரியாது. xyxy=(985,883,1293,1173)
